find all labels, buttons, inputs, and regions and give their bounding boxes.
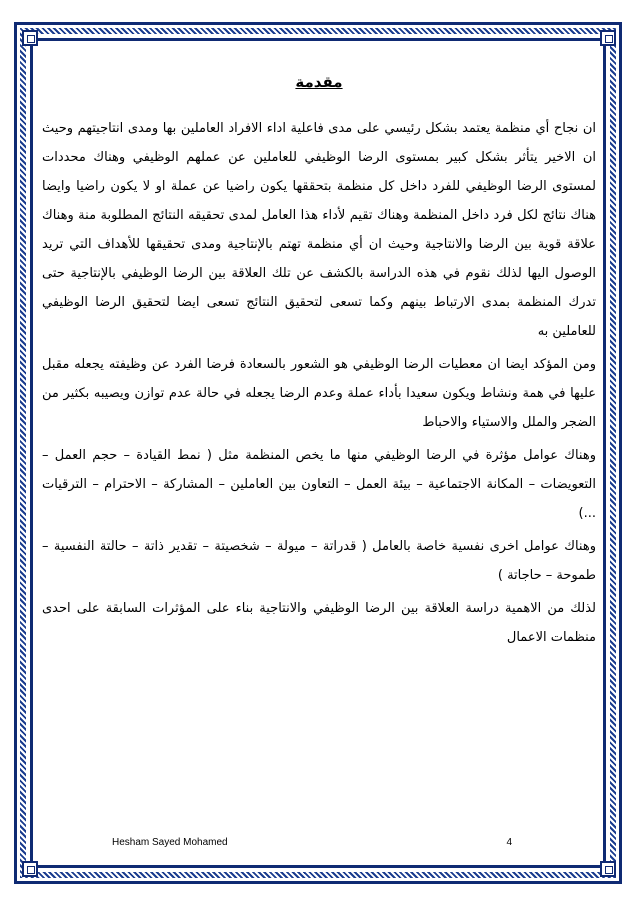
paragraph-conclusion: لذلك من الاهمية دراسة العلاقة بين الرضا الوظيفي والانتاجية بناء على المؤثرات السابقة على احدى منظمات الاعمال <box>42 601 596 645</box>
border-corner-ornament <box>600 861 616 877</box>
border-corner-ornament <box>22 861 38 877</box>
paragraph-psychological-factors: وهناك عوامل اخرى نفسية خاصة بالعامل ( قدراتة – ميولة – شخصيتة – تقدير ذاتة – حالتة النفسية – طموحة – حاجاتة ) <box>42 539 596 583</box>
paragraph-introduction: ان نجاح أي منظمة يعتمد بشكل رئيسي على مدى فاعلية اداء الافراد العاملين بها ومدى انتاجيتهم وحيث ان الاخير يتأثر بشكل كبير بمستوى الرضا الوظيفي للعاملين عن عملهم الوظيفي وهناك محددات لمستوى الرضا الوظيفي للفرد داخل كل منظمة بتحققها يكون راضيا عن عملة او لا يكون راضيا وايضا هناك نتائج لكل فرد داخل المنظمة وهناك تقيم لأداء هذا العامل لمدى تحقيقه النتائج المطلوبة منة وهناك علاقة قوية بين الرضا والانتاجية وحيث ان أي منظمة تهتم بالإنتاجية ومدى تحقيقها للأهداف التي تريد الوصول اليها لذلك نقوم في هذه الدراسة بالكشف عن تلك العلاقة بين الرضا الوظيفي بالإنتاجية حتى تدرك المنظمة بمدى الارتباط بينهم وكما تسعى لتحقيق النتائج تسعى ايضا لتحقيق الرضا الوظيفي للعاملين به <box>42 121 596 339</box>
document-body <box>42 70 596 654</box>
border-corner-ornament <box>600 30 616 46</box>
section-title: مقدمة <box>295 73 343 91</box>
border-corner-ornament <box>22 30 38 46</box>
footer-author: Hesham Sayed Mohamed <box>112 837 228 848</box>
paragraph-organizational-factors: وهناك عوامل مؤثرة في الرضا الوظيفي منها ما يخص المنظمة مثل ( نمط القيادة – حجم العمل – التعويضات – المكانة الاجتماعية – بيئة العمل – التعاون بين العاملين – المشاركة – الاحترام – الترقيات ...) <box>42 448 596 521</box>
page-number: 4 <box>506 837 512 848</box>
paragraph-satisfaction: ومن المؤكد ايضا ان معطيات الرضا الوظيفي هو الشعور بالسعادة فرضا الفرد عن وظيفته يجعله مقبل عليها في همة ونشاط ويكون سعيدا بأداء عملة وعدم الرضا يجعله في حالة عدم توازن ويصيبه بكثير من الضجر والملل والاستياء والاحباط <box>42 357 596 430</box>
page-footer <box>112 837 512 853</box>
